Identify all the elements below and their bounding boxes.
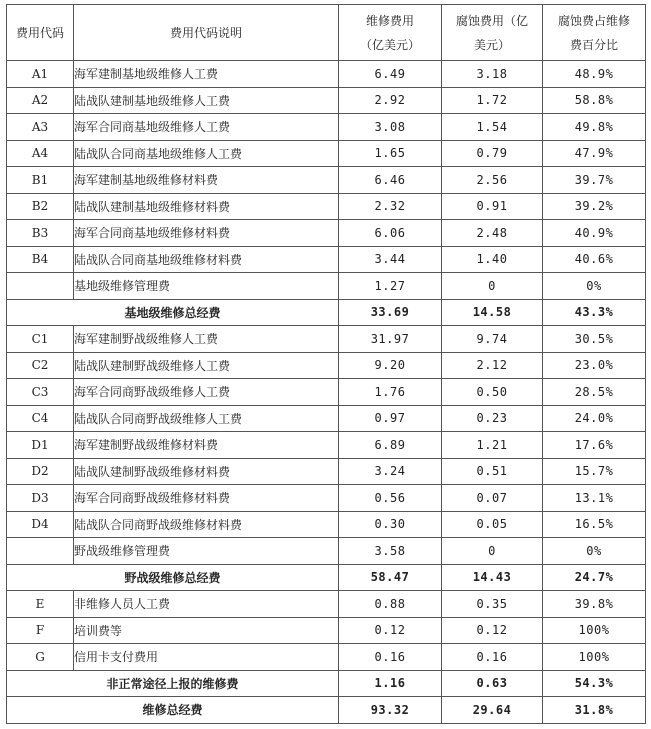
maintenance-cost: 2.32 (339, 193, 442, 220)
cost-code (7, 273, 74, 300)
cost-code: C1 (7, 326, 74, 353)
header-code: 费用代码 (7, 5, 74, 61)
corrosion-cost: 14.58 (442, 299, 543, 326)
cost-description: 海军建制基地级维修人工费 (74, 61, 339, 88)
cost-code: B1 (7, 167, 74, 194)
maintenance-cost-table (6, 4, 646, 724)
table-row (7, 591, 646, 618)
table-row (7, 167, 646, 194)
cost-code: B3 (7, 220, 74, 247)
corrosion-cost: 0.91 (442, 193, 543, 220)
corrosion-cost: 0.05 (442, 511, 543, 538)
subtotal-label: 维修总经费 (7, 697, 339, 724)
cost-description: 陆战队合同商野战级维修材料费 (74, 511, 339, 538)
cost-code: B2 (7, 193, 74, 220)
cost-description: 基地级维修管理费 (74, 273, 339, 300)
table-row (7, 140, 646, 167)
header-desc: 费用代码说明 (74, 5, 339, 61)
cost-code: D4 (7, 511, 74, 538)
table-row (7, 511, 646, 538)
cost-description: 海军合同商野战级维修人工费 (74, 379, 339, 406)
maintenance-cost: 58.47 (339, 564, 442, 591)
cost-description: 陆战队建制野战级维修人工费 (74, 352, 339, 379)
cost-description: 陆战队合同商基地级维修人工费 (74, 140, 339, 167)
maintenance-cost: 0.12 (339, 617, 442, 644)
cost-description: 非维修人员人工费 (74, 591, 339, 618)
maintenance-cost: 0.16 (339, 644, 442, 671)
maintenance-cost: 1.65 (339, 140, 442, 167)
header-corrosion-cost: 腐蚀费用（亿 美元） (442, 5, 543, 61)
corrosion-cost: 29.64 (442, 697, 543, 724)
corrosion-cost: 0.35 (442, 591, 543, 618)
corrosion-percentage: 58.8% (543, 87, 646, 114)
corrosion-cost: 1.72 (442, 87, 543, 114)
corrosion-percentage: 40.9% (543, 220, 646, 247)
cost-description: 海军合同商野战级维修材料费 (74, 485, 339, 512)
maintenance-cost: 0.97 (339, 405, 442, 432)
subtotal-row (7, 670, 646, 697)
cost-description: 陆战队建制野战级维修材料费 (74, 458, 339, 485)
cost-description: 培训费等 (74, 617, 339, 644)
corrosion-cost: 0 (442, 538, 543, 565)
maintenance-cost: 3.08 (339, 114, 442, 141)
subtotal-label: 非正常途径上报的维修费 (7, 670, 339, 697)
maintenance-cost: 1.16 (339, 670, 442, 697)
corrosion-cost: 2.48 (442, 220, 543, 247)
corrosion-percentage: 49.8% (543, 114, 646, 141)
corrosion-cost: 1.40 (442, 246, 543, 273)
maintenance-cost: 2.92 (339, 87, 442, 114)
cost-code (7, 538, 74, 565)
corrosion-cost: 2.56 (442, 167, 543, 194)
corrosion-percentage: 16.5% (543, 511, 646, 538)
cost-code: A3 (7, 114, 74, 141)
table-row (7, 432, 646, 459)
table-row (7, 644, 646, 671)
corrosion-cost: 0.63 (442, 670, 543, 697)
corrosion-cost: 0.79 (442, 140, 543, 167)
corrosion-percentage: 24.0% (543, 405, 646, 432)
cost-code: A4 (7, 140, 74, 167)
table-row (7, 405, 646, 432)
corrosion-percentage: 23.0% (543, 352, 646, 379)
corrosion-percentage: 100% (543, 644, 646, 671)
corrosion-cost: 0.51 (442, 458, 543, 485)
cost-code: G (7, 644, 74, 671)
corrosion-cost: 0.16 (442, 644, 543, 671)
maintenance-cost: 6.06 (339, 220, 442, 247)
corrosion-cost: 2.12 (442, 352, 543, 379)
corrosion-cost: 0.07 (442, 485, 543, 512)
table-row (7, 352, 646, 379)
corrosion-percentage: 54.3% (543, 670, 646, 697)
corrosion-cost: 0.12 (442, 617, 543, 644)
cost-code: D2 (7, 458, 74, 485)
cost-code: A2 (7, 87, 74, 114)
cost-code: F (7, 617, 74, 644)
corrosion-percentage: 15.7% (543, 458, 646, 485)
cost-description: 海军建制野战级维修人工费 (74, 326, 339, 353)
corrosion-cost: 14.43 (442, 564, 543, 591)
corrosion-percentage: 13.1% (543, 485, 646, 512)
subtotal-row (7, 697, 646, 724)
cost-code: C2 (7, 352, 74, 379)
header-maint-cost: 维修费用 （亿美元） (339, 5, 442, 61)
table-row (7, 458, 646, 485)
table-row (7, 485, 646, 512)
table-row (7, 379, 646, 406)
corrosion-cost: 1.21 (442, 432, 543, 459)
maintenance-cost: 6.49 (339, 61, 442, 88)
cost-code: C3 (7, 379, 74, 406)
corrosion-cost: 0.50 (442, 379, 543, 406)
maintenance-cost: 31.97 (339, 326, 442, 353)
corrosion-percentage: 39.7% (543, 167, 646, 194)
maintenance-cost: 0.88 (339, 591, 442, 618)
corrosion-percentage: 47.9% (543, 140, 646, 167)
maintenance-cost: 1.76 (339, 379, 442, 406)
maintenance-cost: 0.30 (339, 511, 442, 538)
subtotal-label: 基地级维修总经费 (7, 299, 339, 326)
table-row (7, 87, 646, 114)
cost-code: D1 (7, 432, 74, 459)
corrosion-cost: 1.54 (442, 114, 543, 141)
corrosion-percentage: 48.9% (543, 61, 646, 88)
table-row (7, 246, 646, 273)
maintenance-cost: 93.32 (339, 697, 442, 724)
table-row (7, 273, 646, 300)
maintenance-cost: 33.69 (339, 299, 442, 326)
cost-description: 海军合同商基地级维修人工费 (74, 114, 339, 141)
cost-code: E (7, 591, 74, 618)
table-row (7, 538, 646, 565)
table-row (7, 193, 646, 220)
table-row (7, 617, 646, 644)
maintenance-cost: 0.56 (339, 485, 442, 512)
corrosion-percentage: 0% (543, 538, 646, 565)
cost-code: C4 (7, 405, 74, 432)
cost-code: A1 (7, 61, 74, 88)
table-row (7, 220, 646, 247)
corrosion-percentage: 24.7% (543, 564, 646, 591)
cost-code: D3 (7, 485, 74, 512)
cost-description: 海军合同商基地级维修材料费 (74, 220, 339, 247)
cost-description: 野战级维修管理费 (74, 538, 339, 565)
corrosion-cost: 0.23 (442, 405, 543, 432)
corrosion-cost: 9.74 (442, 326, 543, 353)
cost-description: 陆战队合同商基地级维修材料费 (74, 246, 339, 273)
subtotal-row (7, 299, 646, 326)
corrosion-percentage: 39.8% (543, 591, 646, 618)
cost-description: 海军建制基地级维修材料费 (74, 167, 339, 194)
subtotal-label: 野战级维修总经费 (7, 564, 339, 591)
maintenance-cost: 6.89 (339, 432, 442, 459)
corrosion-cost: 0 (442, 273, 543, 300)
maintenance-cost: 6.46 (339, 167, 442, 194)
corrosion-percentage: 100% (543, 617, 646, 644)
header-corrosion-pct: 腐蚀费占维修 费百分比 (543, 5, 646, 61)
cost-description: 信用卡支付费用 (74, 644, 339, 671)
corrosion-percentage: 0% (543, 273, 646, 300)
table-row (7, 61, 646, 88)
cost-description: 陆战队建制基地级维修材料费 (74, 193, 339, 220)
maintenance-cost: 3.24 (339, 458, 442, 485)
corrosion-percentage: 30.5% (543, 326, 646, 353)
maintenance-cost: 3.58 (339, 538, 442, 565)
table-row (7, 326, 646, 353)
corrosion-percentage: 40.6% (543, 246, 646, 273)
table-row (7, 114, 646, 141)
corrosion-percentage: 31.8% (543, 697, 646, 724)
header-row (7, 5, 646, 61)
maintenance-cost: 9.20 (339, 352, 442, 379)
corrosion-percentage: 43.3% (543, 299, 646, 326)
subtotal-row (7, 564, 646, 591)
maintenance-cost: 1.27 (339, 273, 442, 300)
cost-description: 陆战队合同商野战级维修人工费 (74, 405, 339, 432)
corrosion-percentage: 39.2% (543, 193, 646, 220)
corrosion-percentage: 17.6% (543, 432, 646, 459)
corrosion-percentage: 28.5% (543, 379, 646, 406)
cost-code: B4 (7, 246, 74, 273)
corrosion-cost: 3.18 (442, 61, 543, 88)
cost-description: 海军建制野战级维修材料费 (74, 432, 339, 459)
cost-description: 陆战队建制基地级维修人工费 (74, 87, 339, 114)
maintenance-cost: 3.44 (339, 246, 442, 273)
